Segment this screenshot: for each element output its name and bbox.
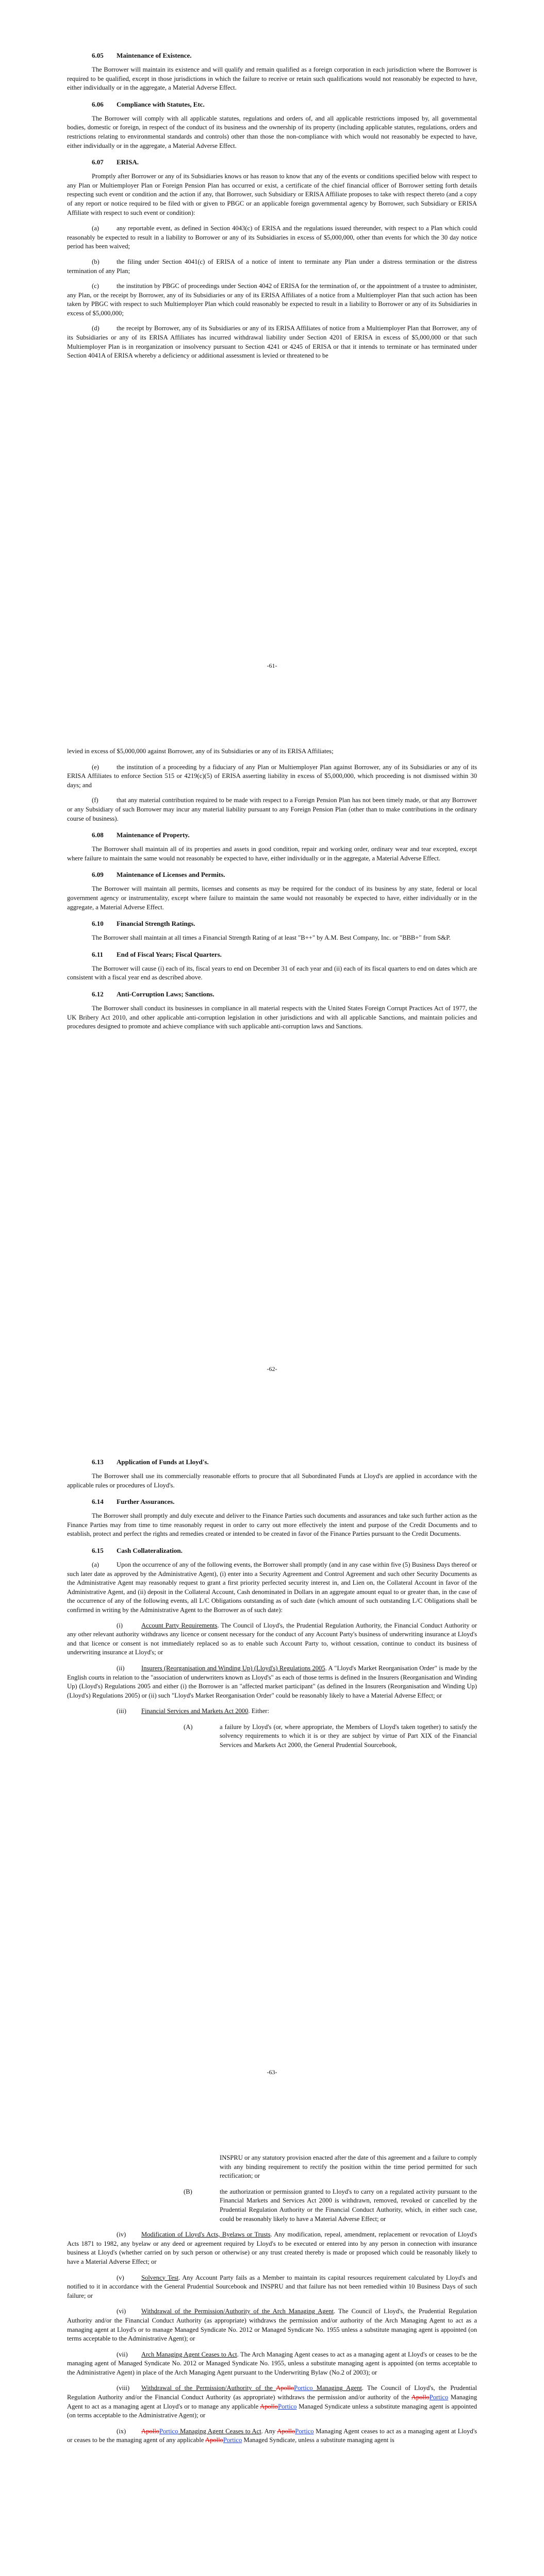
item-label: (vii) — [117, 2350, 128, 2358]
roman-item — [67, 2427, 477, 2445]
section-title: Maintenance of Property. — [117, 831, 190, 839]
page-63 — [0, 1406, 544, 2110]
page-63-content — [67, 1450, 477, 1757]
paragraph: Promptly after Borrower or any of its Subsidiaries knows or has reason to know that any of the events or conditions specified below with respect to any Plan or Multiemployer Plan or Foreign Pension Plan has occurred or exist, a certificate of the chief financial officer of Borrower setting forth details respecting such event or condition and the action if any, that Borrower, such Subsidiary or ERISA Affiliate proposes to take with respect thereto (and a copy of any report or notice required to be filed with or given to PBGC or an applicable foreign governmental agency by Borrower, such Subsidiary or ERISA Affiliate with respect to such event or condition): — [67, 173, 477, 216]
list-item — [67, 1561, 477, 1615]
section-number: 6.12 — [92, 990, 104, 998]
item-text: the filing under Section 4041(c) of ERISA of a notice of intent to terminate any Plan under a distress termination or the distress termination of any Plan; — [67, 258, 477, 275]
item-text: Upon the occurrence of any of the following events, the Borrower shall promptly (and in any case within five (5) Business Days thereof or such later date as approved by the Administrative Agent), (i) enter into a Security Agreement and Control Agreement and such other Security Documents as the Administrative Agent may reasonably request to grant a first priority perfected security interest in, and Lien on, the Collateral Account in favor of the Administrative Agent, and (ii) deposit in the Collateral Account, Cash denominated in Dollars in an aggregate amount equal to or greater than, in the case of the occurrence of any of the following events, all L/C Obligations outstanding as of such date (which amount of such outstanding L/C Obligations shall be confirmed in writing by the Administrative Agent to the Borrower as of such date): — [67, 1561, 477, 1614]
item-text: . Any — [261, 2427, 277, 2435]
section-heading — [67, 919, 477, 928]
deleted-text: Apollo — [205, 2436, 223, 2444]
section-number: 6.13 — [92, 1458, 104, 1466]
list-item — [67, 282, 477, 318]
section-title: ERISA. — [117, 158, 139, 166]
page-62-content — [67, 747, 477, 1038]
list-item — [67, 763, 477, 790]
roman-item — [67, 2274, 477, 2301]
item-label: (i) — [117, 1621, 123, 1629]
item-text: INSPRU or any statutory provision enacted after the date of this agreement and a failure to comply with any binding requirement to rectify the position within the time period permitted for such rectification; or — [220, 2154, 477, 2180]
section-title: Application of Funds at Lloyd's. — [117, 1458, 209, 1466]
item-text: . The Arch Managing Agent ceases to act as a managing agent at Lloyd's or ceases to be the managing agent of Managed Syndicate No. 2012 or Managed Syndicate No. 1955, unless a substitute managing agent is appointed (on terms acceptable to the Administrative Agent) in place of the Arch Managing Agent pursuant to the Underwriting Bylaw (No.2 of 2003); or — [67, 2350, 477, 2376]
paragraph: The Borrower shall conduct its businesses in compliance in all material respects with the United States Foreign Corrupt Practices Act of 1977, the UK Bribery Act 2010, and other applicable anti-corruption legislation in other jurisdictions and with all applicable Sanctions, and maintain policies and procedures designed to promote and achieve compliance with such applicable anti-corruption laws and Sanctions. — [67, 1004, 477, 1030]
item-label: (ii) — [117, 1664, 125, 1672]
item-title: Withdrawal of the Permission/Authority of the Arch Managing Agent — [141, 2308, 334, 2315]
section-number: 6.11 — [92, 950, 104, 958]
item-label: (A) — [184, 1723, 193, 1731]
section-number: 6.08 — [92, 831, 104, 839]
item-text: Managing Agent ceases to act as a managing agent at Lloyd's or ceases to be the managing agent of any applicable — [67, 2427, 477, 2444]
roman-item — [67, 2384, 477, 2420]
item-text: . Any modification, repeal, amendment, replacement or revocation of Lloyd's Acts 1871 to 1982, any byelaw or any deed or agreement required by Lloyd's to be executed or entered into by any person in connection with insurance business at Lloyd's (whether carried on by such person or otherwise) or any trust created thereby is made or proposed which could be reasonably likely to have a Material Adverse Effect; or — [67, 2231, 477, 2265]
deleted-text: Apollo — [277, 2427, 295, 2435]
item-text: that any material contribution required to be made with respect to a Foreign Pension Plan has not been timely made, or that any Borrower or any Subsidiary of such Borrower may incur any material liability pursuant to any Foreign Pension Plan (other than to make contributions in the ordinary course of business). — [67, 796, 477, 822]
section-heading — [67, 990, 477, 999]
lettered-item — [67, 2154, 477, 2181]
item-title: Managing Agent Ceases to Act — [178, 2427, 261, 2435]
inserted-text: Portico — [295, 2427, 314, 2435]
section-title: Compliance with Statutes, Etc. — [117, 100, 205, 108]
list-item — [67, 324, 477, 360]
item-text: the authorization or permission granted to Lloyd's to carry on a regulated activity pursuant to the Financial Markets and Services Act 2000 is withdrawn, removed, revoked or cancelled by the Prudential Regulation Authority or the Financial Conduct Authority, which, in either such case, could be reasonably likely to have a Material Adverse Effect; or — [220, 2188, 477, 2223]
section-title: Cash Collateralization. — [117, 1546, 183, 1554]
page-64 — [0, 2110, 544, 2576]
item-label: (v) — [117, 2274, 124, 2281]
section-number: 6.15 — [92, 1546, 104, 1554]
item-title: Account Party Requirements — [141, 1621, 218, 1629]
inserted-text: Portico — [429, 2394, 449, 2401]
page-64-content — [67, 2154, 477, 2452]
item-text: . The Council of Lloyd's, the Prudential Regulation Authority, the Financial Conduct Authority or any other relevant authority withdraws any licence or consent necessary for the conduct of any Account Party's business of underwriting insurance at Lloyd's and that licence or consent is not immediately replaced so as to enable such Account Party to, without cessation, continue to conduct its business of underwriting insurance at Lloyd's; or — [67, 1621, 477, 1656]
paragraph: levied in excess of $5,000,000 against Borrower, any of its Subsidiaries or any of its ERISA Affiliates; — [67, 748, 334, 755]
roman-item — [67, 2307, 477, 2343]
list-item — [67, 258, 477, 276]
item-text: . Any Account Party fails as a Member to maintain its capital resources requirement calculated by Lloyd's and notified to it in accordance with the General Prudential Sourcebook and INSPRU and that failure has not been remedied within 10 Business Days of such failure; or — [67, 2274, 477, 2299]
section-heading — [67, 51, 477, 60]
item-text: Managed Syndicate unless a substitute managing agent is appointed (on terms acceptable to the Administrative Agent); or — [67, 2402, 477, 2419]
paragraph: The Borrower will comply with all applicable statutes, regulations and orders of, and all applicable restrictions imposed by, all governmental bodies, domestic or foreign, in respect of the conduct of its business and the ownership of its property (including applicable statutes, regulations, orders and restrictions relating to environmental standards and controls) other than those the non-compliance with which would not reasonably be expected to have, either individually or in the aggregate, a Material Adverse Effect. — [67, 114, 477, 149]
roman-item — [67, 2350, 477, 2378]
section-heading — [67, 1458, 477, 1467]
deleted-text: Apollo — [411, 2394, 430, 2401]
page-61-content — [67, 44, 477, 367]
section-number: 6.10 — [92, 920, 104, 928]
item-title: Arch Managing Agent Ceases to Act — [141, 2350, 237, 2358]
section-title: End of Fiscal Years; Fiscal Quarters. — [117, 950, 222, 958]
paragraph: The Borrower shall promptly and duly execute and deliver to the Finance Parties such documents and assurances and take such further action as the Finance Parties may from time to time reasonably request in order to carry out more effectively the intent and purpose of the Credit Documents and to establish, protect and perfect the rights and remedies created or intended to be created in favor of the Finance Parties pursuant to the Credit Documents. — [67, 1512, 477, 1538]
inserted-text: Portico — [223, 2436, 242, 2444]
inserted-text: Portico — [278, 2402, 297, 2410]
item-label: (d) — [92, 325, 100, 332]
section-title: Maintenance of Licenses and Permits. — [117, 871, 225, 879]
page-number: -61- — [267, 662, 277, 669]
section-title: Financial Strength Ratings. — [117, 920, 195, 928]
roman-item — [67, 1707, 477, 1716]
item-label: (b) — [92, 258, 100, 265]
item-title: Withdrawal of the Permission/Authority of the — [141, 2384, 276, 2392]
section-title: Maintenance of Existence. — [117, 52, 192, 59]
section-number: 6.06 — [92, 100, 104, 108]
section-title: Anti-Corruption Laws; Sanctions. — [117, 990, 215, 998]
item-title: Solvency Test — [141, 2274, 179, 2281]
item-label: (f) — [92, 796, 98, 804]
item-title: Modification of Lloyd's Acts, Byelaws or Trusts — [141, 2231, 271, 2239]
section-heading — [67, 1546, 477, 1555]
item-label: (iii) — [117, 1707, 126, 1715]
item-label: (vi) — [117, 2308, 126, 2315]
list-item — [67, 796, 477, 823]
item-text: the institution by PBGC of proceedings under Section 4042 of ERISA for the termination of, or the appointment of a trustee to administer, any Plan, or the receipt by Borrower, any of its Subsidiaries or any of its ERISA Affiliates of a notice from a Multiemployer Plan that such action has been taken by PBGC with respect to such Multiemployer Plan which could reasonably be expected to result in a liability to Borrower or any of its Subsidiaries in excess of $5,000,000; — [67, 282, 477, 317]
item-label: (B) — [184, 2188, 192, 2195]
item-text: a failure by Lloyd's (or, where appropriate, the Members of Lloyd's taken together) to satisfy the solvency requirements to which it is or they are subject by virtue of Part XIX of the Financial Services and Markets Act 2000, the General Prudential Sourcebook, — [220, 1723, 477, 1749]
deleted-text: Apollo — [260, 2402, 278, 2410]
section-number: 6.09 — [92, 871, 104, 879]
item-title: Financial Services and Markets Act 2000 — [141, 1707, 249, 1715]
section-heading — [67, 831, 477, 840]
section-number: 6.14 — [92, 1498, 104, 1506]
item-text: . A "Lloyd's Market Reorganisation Order" is made by the English courts in relation to the "association of underwriters known as Lloyd's" as each of those terms is defined in the Insurers (Reorganisation and Winding Up) (Lloyd's) Regulations 2005 and either (i) the Borrower is an "affected market participant" (as defined in the Insurers (Reorganisation and Winding Up) (Lloyd's) Regulations 2005) or (ii) such "Lloyd's Market Reorganisation Order" could be reasonably likely to have a Material Adverse Effect; or — [67, 1664, 477, 1699]
item-label: (a) — [92, 1561, 99, 1568]
roman-item — [67, 1621, 477, 1657]
deleted-text: Apollo — [141, 2427, 159, 2435]
section-title: Further Assurances. — [117, 1498, 175, 1506]
item-label: (viii) — [117, 2384, 130, 2392]
paragraph: The Borrower shall maintain all of its properties and assets in good condition, repair and working order, ordinary wear and tear excepted, except where failure to maintain the same would not reasonably be expected to have, either individually or in the aggregate, a Material Adverse Effect. — [67, 845, 477, 862]
item-text: . The Council of Lloyd's, the Prudential Regulation Authority and/or the Financial Conduct Authority (as appropriate) withdraws the permission and/or authority of the Arch Managing Agent to act as a managing agent at Lloyd's or to manage Managed Syndicate No. 2012 or Managed Syndicate No. 1955 unless a substitute managing agent is appointed (on terms acceptable to the Administrative Agent); or — [67, 2308, 477, 2343]
section-heading — [67, 1497, 477, 1506]
paragraph: The Borrower shall maintain at all times a Financial Strength Rating of at least "B++" by A.M. Best Company, Inc. or "BBB+" from S&P. — [92, 934, 451, 942]
item-label: (c) — [92, 282, 99, 290]
section-number: 6.07 — [92, 158, 104, 166]
lettered-item — [67, 1723, 477, 1750]
item-text: Managing Agent to act as a managing agent at Lloyd's or to manage any applicable — [67, 2394, 477, 2410]
item-title: Managing Agent — [312, 2384, 362, 2392]
list-item — [67, 224, 477, 251]
item-title: Insurers (Reorganisation and Winding Up) (Lloyd's) Regulations 2005 — [141, 1664, 325, 1672]
paragraph: The Borrower will cause (i) each of its, fiscal years to end on December 31 of each year and (ii) each of its fiscal quarters to end on dates which are consistent with a fiscal year end as described above. — [67, 964, 477, 981]
item-text: Managed Syndicate, unless a substitute managing agent is — [242, 2436, 394, 2444]
item-text: . The Council of Lloyd's, the Prudential Regulation Authority and/or the Financial Conduct Authority (as appropriate) withdraws the permission and/or authority of the — [67, 2384, 477, 2401]
item-text: the receipt by Borrower, any of its Subsidiaries or any of its ERISA Affiliates of notice from a Multiemployer Plan that Borrower, any of its Subsidiaries or any of its ERISA Affiliates has incurred withdrawal liability under Section 4201 of ERISA in excess of $5,000,000 or that such Multiemployer Plan is in reorganization or insolvency pursuant to Section 4241 or 4245 of ERISA or that it intends to terminate or has terminated under Section 4041A of ERISA whereby a deficiency or additional assessment is levied or threatened to be — [67, 325, 477, 360]
inserted-text: Portico — [159, 2427, 178, 2435]
section-heading — [67, 100, 477, 109]
item-label: (e) — [92, 763, 99, 771]
section-number: 6.05 — [92, 52, 104, 59]
roman-item — [67, 2230, 477, 2266]
item-text: any reportable event, as defined in Section 4043(c) of ERISA and the regulations issued thereunder, with respect to a Plan which could reasonably be expected to result in a liability to Borrower or any of its Subsidiaries in excess of $5,000,000, other than events for which the 30 day notice period has been waived; — [67, 225, 477, 250]
section-heading — [67, 950, 477, 959]
roman-item — [67, 1664, 477, 1700]
item-text: the institution of a proceeding by a fiduciary of any Plan or Multiemployer Plan against Borrower, any of its Subsidiaries or any of its ERISA Affiliates to enforce Section 515 or 4219(c)(5) of ERISA asserting liability in excess of $5,000,000, which proceeding is not dismissed within 30 days; and — [67, 763, 477, 789]
item-label: (ix) — [117, 2427, 126, 2435]
paragraph: The Borrower will maintain all permits, licenses and consents as may be required for the conduct of its business by any state, federal or local government agency or instrumentality, except where failure to maintain the same would not reasonably be expected to have, either individually or in the aggregate, a Material Adverse Effect. — [67, 885, 477, 911]
page-number: -63- — [267, 2069, 277, 2076]
item-label: (iv) — [117, 2231, 126, 2239]
section-heading — [67, 158, 477, 167]
paragraph: The Borrower shall use its commercially reasonable efforts to procure that all Subordinated Funds at Lloyd's are applied in accordance with the applicable rules or procedures of Lloyd's. — [67, 1472, 477, 1489]
item-label: (a) — [92, 225, 99, 232]
paragraph: The Borrower will maintain its existence and will qualify and remain qualified as a foreign corporation in each jurisdiction where the Borrower is required to be qualified, except in those jurisdictions in which the failure to receive or retain such qualifications would not reasonably be expected to have, either individually or in the aggregate, a Material Adverse Effect. — [67, 66, 477, 92]
page-number: -62- — [267, 1365, 277, 1372]
lettered-item — [67, 2188, 477, 2224]
item-text: . Either: — [248, 1707, 269, 1715]
page-62 — [0, 703, 544, 1406]
deleted-text: Apollo — [276, 2384, 294, 2392]
inserted-text: Portico — [294, 2384, 313, 2392]
page-61 — [0, 0, 544, 703]
section-heading — [67, 870, 477, 879]
